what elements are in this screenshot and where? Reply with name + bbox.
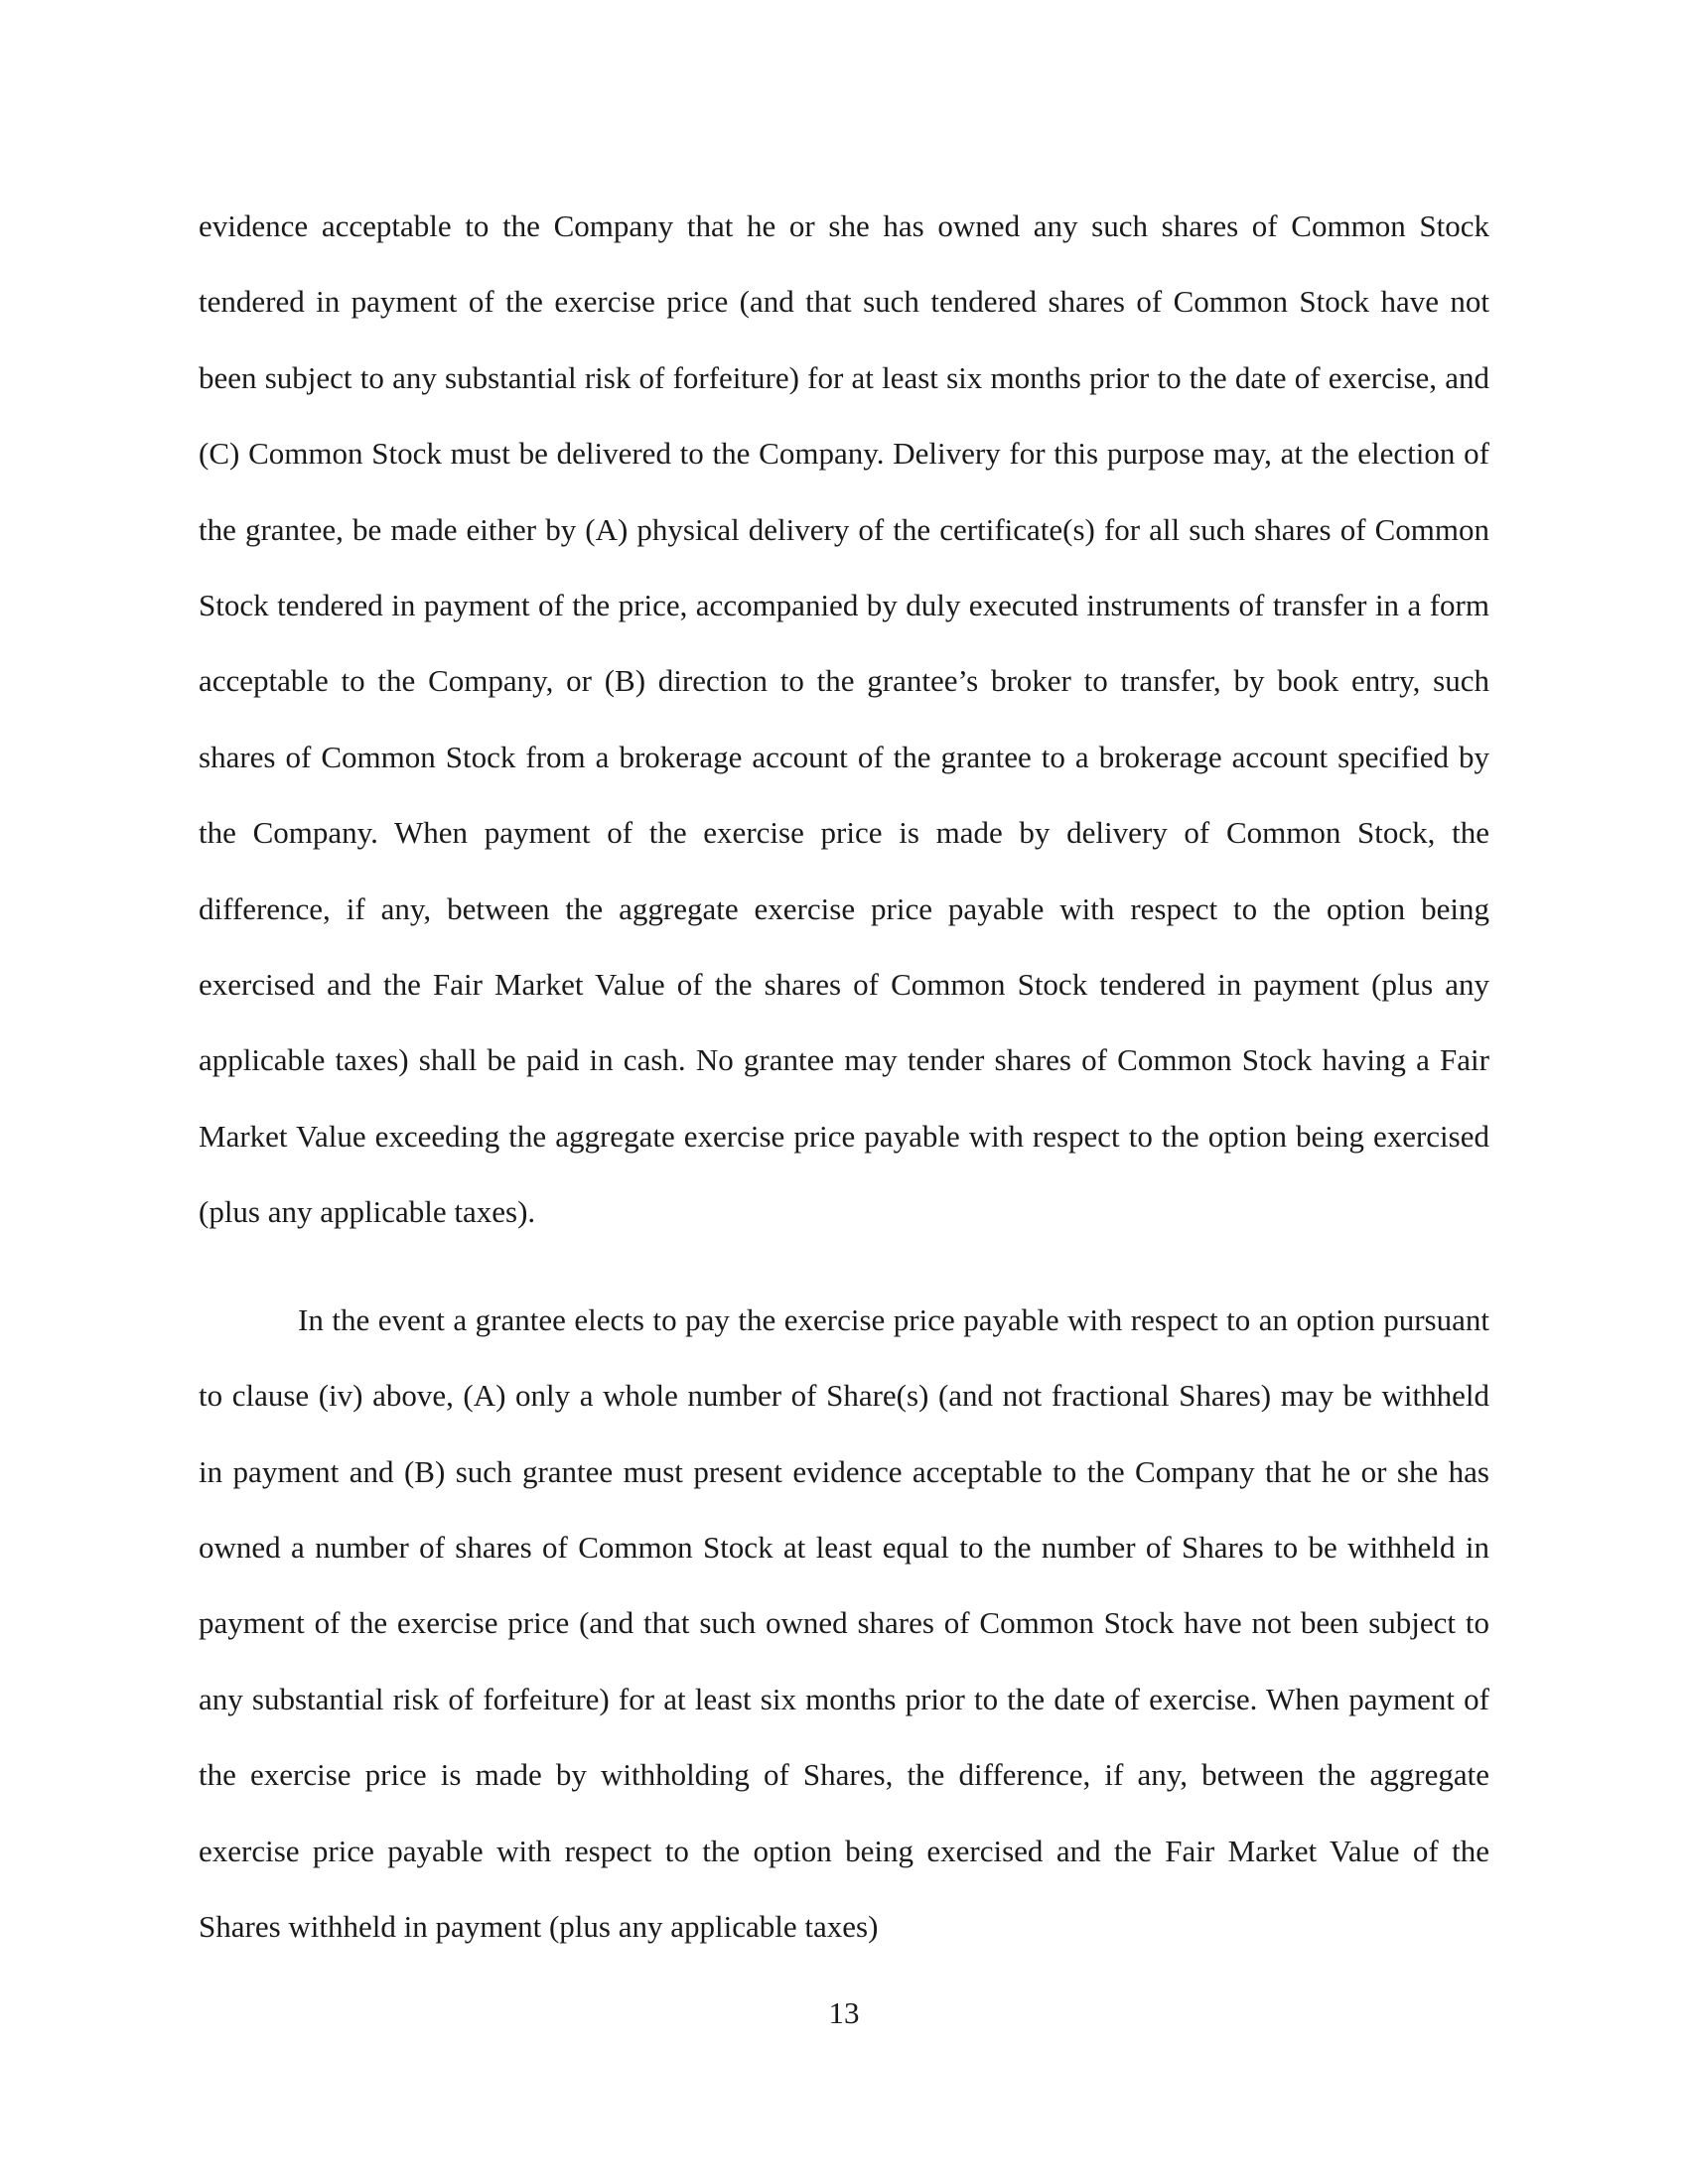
document-body xyxy=(199,189,1489,1965)
paragraph-payment-by-withholding: In the event a grantee elects to pay the exercise price payable with respect to an option pursuant to clause (iv) above, (A) only a whole number of Share(s) (and not fractional Shares) may be withheld in payment and (B) such grantee must present evidence acceptable to the Company that he or she has owned a number of shares of Common Stock at least equal to the number of Shares to be withheld in payment of the exercise price (and that such owned shares of Common Stock have not been subject to any substantial risk of forfeiture) for at least six months prior to the date of exercise. When payment of the exercise price is made by withholding of Shares, the difference, if any, between the aggregate exercise price payable with respect to the option being exercised and the Fair Market Value of the Shares withheld in payment (plus any applicable taxes) xyxy=(199,1301,1489,1944)
page-number: 13 xyxy=(828,1995,860,2030)
paragraph-continued: evidence acceptable to the Company that he or she has owned any such shares of Common Stock tendered in payment of the exercise price (and that such tendered shares of Common Stock have not been subject to any substantial risk of forfeiture) for at least six months prior to the date of exercise, and (C) Common Stock must be delivered to the Company. Delivery for this purpose may, at the election of the grantee, be made either by (A) physical delivery of the certificate(s) for all such shares of Common Stock tendered in payment of the price, accompanied by duly executed instruments of transfer in a form acceptable to the Company, or (B) direction to the grantee’s broker to transfer, by book entry, such shares of Common Stock from a brokerage account of the grantee to a brokerage account specified by the Company. When payment of the exercise price is made by delivery of Common Stock, the difference, if any, between the aggregate exercise price payable with respect to the option being exercised and the Fair Market Value of the shares of Common Stock tendered in payment (plus any applicable taxes) shall be paid in cash. No grantee may tender shares of Common Stock having a Fair Market Value exceeding the aggregate exercise price payable with respect to the option being exercised (plus any applicable taxes). xyxy=(199,208,1489,1230)
